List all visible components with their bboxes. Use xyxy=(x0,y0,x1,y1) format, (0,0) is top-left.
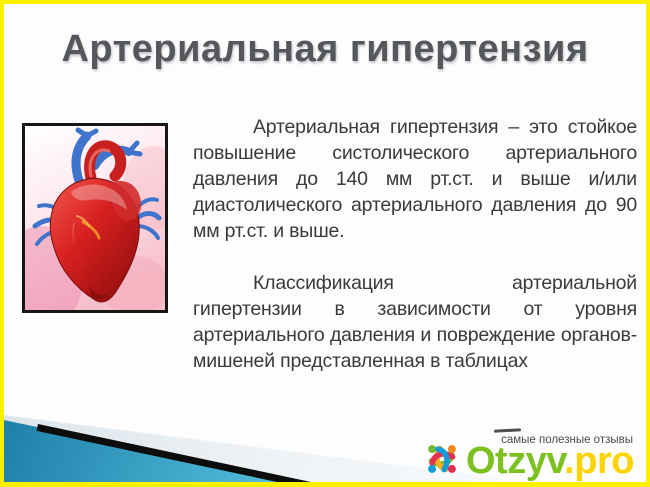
logo-wordmark[interactable] xyxy=(466,442,634,480)
paragraph-definition: Артериальная гипертензия – это стойкое повышение систолического артериального давления до 140 мм рт.ст. и выше и/или диастолического артериального давления до 90 мм рт.ст. и выше. xyxy=(193,116,637,242)
paragraph-classification: Классификация артериальной гипертензии в зависимости от уровня артериального давления и повреждение органов-мишеней представленная в таблицах xyxy=(193,272,637,372)
frame-border-right xyxy=(646,0,650,487)
people-pinwheel-icon xyxy=(422,439,462,479)
frame-border-top xyxy=(0,0,650,4)
body-text xyxy=(193,114,637,400)
logo-wordmark-yellow: .pro xyxy=(564,440,634,482)
heart-illustration xyxy=(25,126,165,310)
frame-border-left xyxy=(0,0,4,487)
logo-wordmark-green: Otzyv xyxy=(466,440,565,482)
frame-border-bottom xyxy=(0,482,650,487)
heart-image-frame xyxy=(22,123,168,313)
trademark-dash xyxy=(494,428,521,432)
logo-tagline: самые полезные отзывы xyxy=(501,434,633,446)
slide-title: Артериальная гипертензия xyxy=(61,28,589,70)
otzyv-pro-logo[interactable] xyxy=(418,428,646,482)
